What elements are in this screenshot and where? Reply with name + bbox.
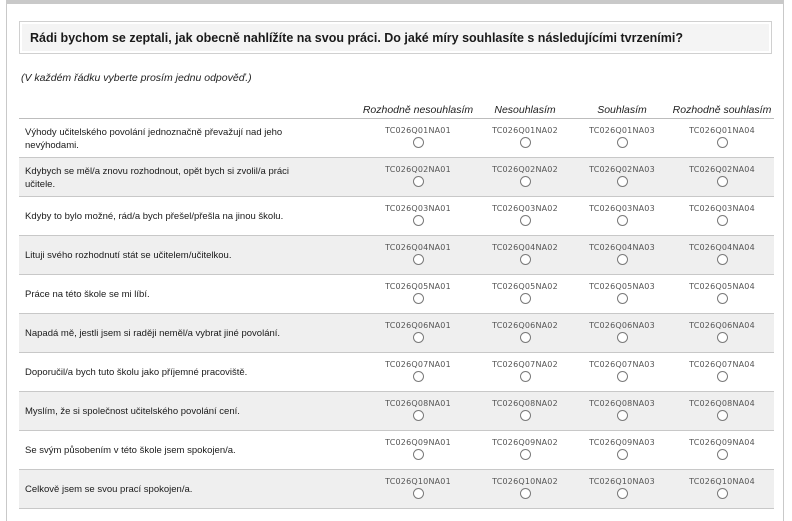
radio-button[interactable] xyxy=(617,410,628,421)
option-code: TC026Q09NA03 xyxy=(589,438,655,447)
radio-button[interactable] xyxy=(520,137,531,148)
option-code: TC026Q05NA01 xyxy=(385,282,451,291)
option-code: TC026Q04NA02 xyxy=(492,243,558,252)
option-cell-strongly-disagree[interactable] xyxy=(368,282,468,309)
option-cell-strongly-agree[interactable] xyxy=(672,399,772,426)
option-code: TC026Q10NA01 xyxy=(385,477,451,486)
radio-button[interactable] xyxy=(413,410,424,421)
radio-button[interactable] xyxy=(520,332,531,343)
radio-button[interactable] xyxy=(617,371,628,382)
statement-label: Lituji svého rozhodnutí stát se učitelem/učitelkou. xyxy=(25,250,232,261)
option-code: TC026Q06NA01 xyxy=(385,321,451,330)
statement-text xyxy=(25,431,315,470)
option-code: TC026Q06NA04 xyxy=(689,321,755,330)
option-cell-strongly-disagree[interactable] xyxy=(368,360,468,387)
option-cell-strongly-disagree[interactable] xyxy=(368,399,468,426)
statement-label: Celkově jsem se svou prací spokojen/a. xyxy=(25,484,193,495)
option-code: TC026Q07NA04 xyxy=(689,360,755,369)
option-code: TC026Q03NA04 xyxy=(689,204,755,213)
option-cell-disagree[interactable] xyxy=(475,321,575,348)
option-code: TC026Q06NA03 xyxy=(589,321,655,330)
radio-button[interactable] xyxy=(717,449,728,460)
option-cell-strongly-agree[interactable] xyxy=(672,321,772,348)
option-cell-agree[interactable] xyxy=(572,399,672,426)
column-header-strongly-disagree: Rozhodně nesouhlasím xyxy=(362,104,474,116)
option-cell-strongly-disagree[interactable] xyxy=(368,243,468,270)
table-row xyxy=(19,197,774,236)
grid-rows xyxy=(19,119,774,509)
statement-label: Výhody učitelského povolání jednoznačně převažují nad jeho nevýhodami. xyxy=(25,126,283,151)
option-cell-agree[interactable] xyxy=(572,438,672,465)
option-code: TC026Q10NA04 xyxy=(689,477,755,486)
option-code: TC026Q02NA01 xyxy=(385,165,451,174)
table-row xyxy=(19,119,774,158)
statement-text xyxy=(25,314,315,353)
option-code: TC026Q07NA02 xyxy=(492,360,558,369)
radio-button[interactable] xyxy=(413,293,424,304)
table-row xyxy=(19,431,774,470)
option-cell-strongly-disagree[interactable] xyxy=(368,438,468,465)
statement-text xyxy=(25,197,315,236)
radio-button[interactable] xyxy=(717,410,728,421)
option-cell-disagree[interactable] xyxy=(475,477,575,504)
option-code: TC026Q02NA03 xyxy=(589,165,655,174)
option-cell-disagree[interactable] xyxy=(475,438,575,465)
option-code: TC026Q08NA03 xyxy=(589,399,655,408)
statement-label: Práce na této škole se mi líbí. xyxy=(25,289,150,300)
radio-button[interactable] xyxy=(717,332,728,343)
radio-button[interactable] xyxy=(717,254,728,265)
statement-text xyxy=(25,392,315,431)
option-code: TC026Q05NA03 xyxy=(589,282,655,291)
option-cell-strongly-agree[interactable] xyxy=(672,204,772,231)
radio-button[interactable] xyxy=(520,176,531,187)
option-code: TC026Q04NA03 xyxy=(589,243,655,252)
option-cell-disagree[interactable] xyxy=(475,282,575,309)
option-code: TC026Q09NA04 xyxy=(689,438,755,447)
radio-button[interactable] xyxy=(520,215,531,226)
radio-button[interactable] xyxy=(617,293,628,304)
option-code: TC026Q09NA02 xyxy=(492,438,558,447)
option-cell-strongly-agree[interactable] xyxy=(672,243,772,270)
radio-button[interactable] xyxy=(520,488,531,499)
radio-button[interactable] xyxy=(717,293,728,304)
question-title: Rádi bychom se zeptali, jak obecně nahlížíte na svou práci. Do jaké míry souhlasíte s následujícími tvrzeními? xyxy=(19,21,772,54)
table-row xyxy=(19,314,774,353)
option-cell-strongly-disagree[interactable] xyxy=(368,204,468,231)
option-code: TC026Q04NA04 xyxy=(689,243,755,252)
option-code: TC026Q05NA02 xyxy=(492,282,558,291)
statement-label: Se svým působením v této škole jsem spokojen/a. xyxy=(25,445,236,456)
statement-text xyxy=(25,119,315,158)
option-code: TC026Q03NA02 xyxy=(492,204,558,213)
option-cell-strongly-disagree[interactable] xyxy=(368,165,468,192)
option-code: TC026Q10NA02 xyxy=(492,477,558,486)
radio-button[interactable] xyxy=(520,293,531,304)
option-code: TC026Q07NA03 xyxy=(589,360,655,369)
radio-button[interactable] xyxy=(413,215,424,226)
option-code: TC026Q01NA03 xyxy=(589,126,655,135)
option-cell-agree[interactable] xyxy=(572,321,672,348)
option-cell-strongly-agree[interactable] xyxy=(672,360,772,387)
column-header-agree: Souhlasím xyxy=(597,104,647,116)
radio-button[interactable] xyxy=(413,371,424,382)
option-code: TC026Q07NA01 xyxy=(385,360,451,369)
option-cell-strongly-disagree[interactable] xyxy=(368,477,468,504)
table-row xyxy=(19,470,774,509)
statement-text xyxy=(25,470,315,509)
statement-label: Doporučil/a bych tuto školu jako příjemné pracoviště. xyxy=(25,367,248,378)
option-code: TC026Q04NA01 xyxy=(385,243,451,252)
option-code: TC026Q02NA04 xyxy=(689,165,755,174)
radio-button[interactable] xyxy=(520,410,531,421)
statement-label: Kdyby to bylo možné, rád/a bych přešel/přešla na jinou školu. xyxy=(25,211,284,222)
option-code: TC026Q01NA04 xyxy=(689,126,755,135)
grid-header xyxy=(19,100,774,119)
option-cell-disagree[interactable] xyxy=(475,399,575,426)
radio-button[interactable] xyxy=(617,215,628,226)
option-code: TC026Q03NA01 xyxy=(385,204,451,213)
radio-button[interactable] xyxy=(520,371,531,382)
radio-button[interactable] xyxy=(617,254,628,265)
statement-text xyxy=(25,353,315,392)
column-header-disagree: Nesouhlasím xyxy=(494,104,556,116)
option-cell-disagree[interactable] xyxy=(475,204,575,231)
radio-button[interactable] xyxy=(617,488,628,499)
radio-button[interactable] xyxy=(413,176,424,187)
column-header-strongly-agree: Rozhodně souhlasím xyxy=(672,104,772,116)
table-row xyxy=(19,236,774,275)
radio-button[interactable] xyxy=(617,332,628,343)
table-row xyxy=(19,392,774,431)
radio-button[interactable] xyxy=(413,449,424,460)
radio-button[interactable] xyxy=(617,176,628,187)
question-instruction: (V každém řádku vyberte prosím jednu odpověď.) xyxy=(21,72,252,84)
radio-button[interactable] xyxy=(617,137,628,148)
option-code: TC026Q08NA04 xyxy=(689,399,755,408)
statement-text xyxy=(25,275,315,314)
option-cell-agree[interactable] xyxy=(572,360,672,387)
likert-grid xyxy=(19,100,774,509)
option-cell-strongly-disagree[interactable] xyxy=(368,126,468,153)
option-cell-agree[interactable] xyxy=(572,165,672,192)
option-code: TC026Q09NA01 xyxy=(385,438,451,447)
option-code: TC026Q08NA02 xyxy=(492,399,558,408)
option-cell-disagree[interactable] xyxy=(475,165,575,192)
option-code: TC026Q06NA02 xyxy=(492,321,558,330)
radio-button[interactable] xyxy=(520,449,531,460)
option-cell-agree[interactable] xyxy=(572,477,672,504)
radio-button[interactable] xyxy=(520,254,531,265)
option-cell-agree[interactable] xyxy=(572,243,672,270)
option-cell-agree[interactable] xyxy=(572,126,672,153)
radio-button[interactable] xyxy=(413,254,424,265)
table-row xyxy=(19,275,774,314)
option-cell-disagree[interactable] xyxy=(475,243,575,270)
option-cell-disagree[interactable] xyxy=(475,360,575,387)
radio-button[interactable] xyxy=(617,449,628,460)
option-cell-strongly-disagree[interactable] xyxy=(368,321,468,348)
statement-label: Kdybych se měl/a znovu rozhodnout, opět bych si zvolil/a práci učitele. xyxy=(25,165,290,190)
table-row xyxy=(19,353,774,392)
option-code: TC026Q10NA03 xyxy=(589,477,655,486)
survey-page xyxy=(6,0,784,521)
option-code: TC026Q03NA03 xyxy=(589,204,655,213)
option-code: TC026Q05NA04 xyxy=(689,282,755,291)
option-code: TC026Q08NA01 xyxy=(385,399,451,408)
option-cell-strongly-agree[interactable] xyxy=(672,477,772,504)
radio-button[interactable] xyxy=(717,371,728,382)
radio-button[interactable] xyxy=(717,488,728,499)
radio-button[interactable] xyxy=(413,488,424,499)
statement-text xyxy=(25,236,315,275)
option-cell-disagree[interactable] xyxy=(475,126,575,153)
option-code: TC026Q01NA02 xyxy=(492,126,558,135)
radio-button[interactable] xyxy=(717,176,728,187)
radio-button[interactable] xyxy=(717,215,728,226)
option-cell-strongly-agree[interactable] xyxy=(672,438,772,465)
radio-button[interactable] xyxy=(413,332,424,343)
option-cell-strongly-agree[interactable] xyxy=(672,126,772,153)
radio-button[interactable] xyxy=(717,137,728,148)
statement-label: Myslím, že si společnost učitelského povolání cení. xyxy=(25,406,240,417)
option-code: TC026Q01NA01 xyxy=(385,126,451,135)
statement-text xyxy=(25,158,315,197)
option-cell-agree[interactable] xyxy=(572,282,672,309)
option-code: TC026Q02NA02 xyxy=(492,165,558,174)
option-cell-strongly-agree[interactable] xyxy=(672,282,772,309)
radio-button[interactable] xyxy=(413,137,424,148)
statement-label: Napadá mě, jestli jsem si raději neměl/a vybrat jiné povolání. xyxy=(25,328,281,339)
option-cell-agree[interactable] xyxy=(572,204,672,231)
option-cell-strongly-agree[interactable] xyxy=(672,165,772,192)
table-row xyxy=(19,158,774,197)
